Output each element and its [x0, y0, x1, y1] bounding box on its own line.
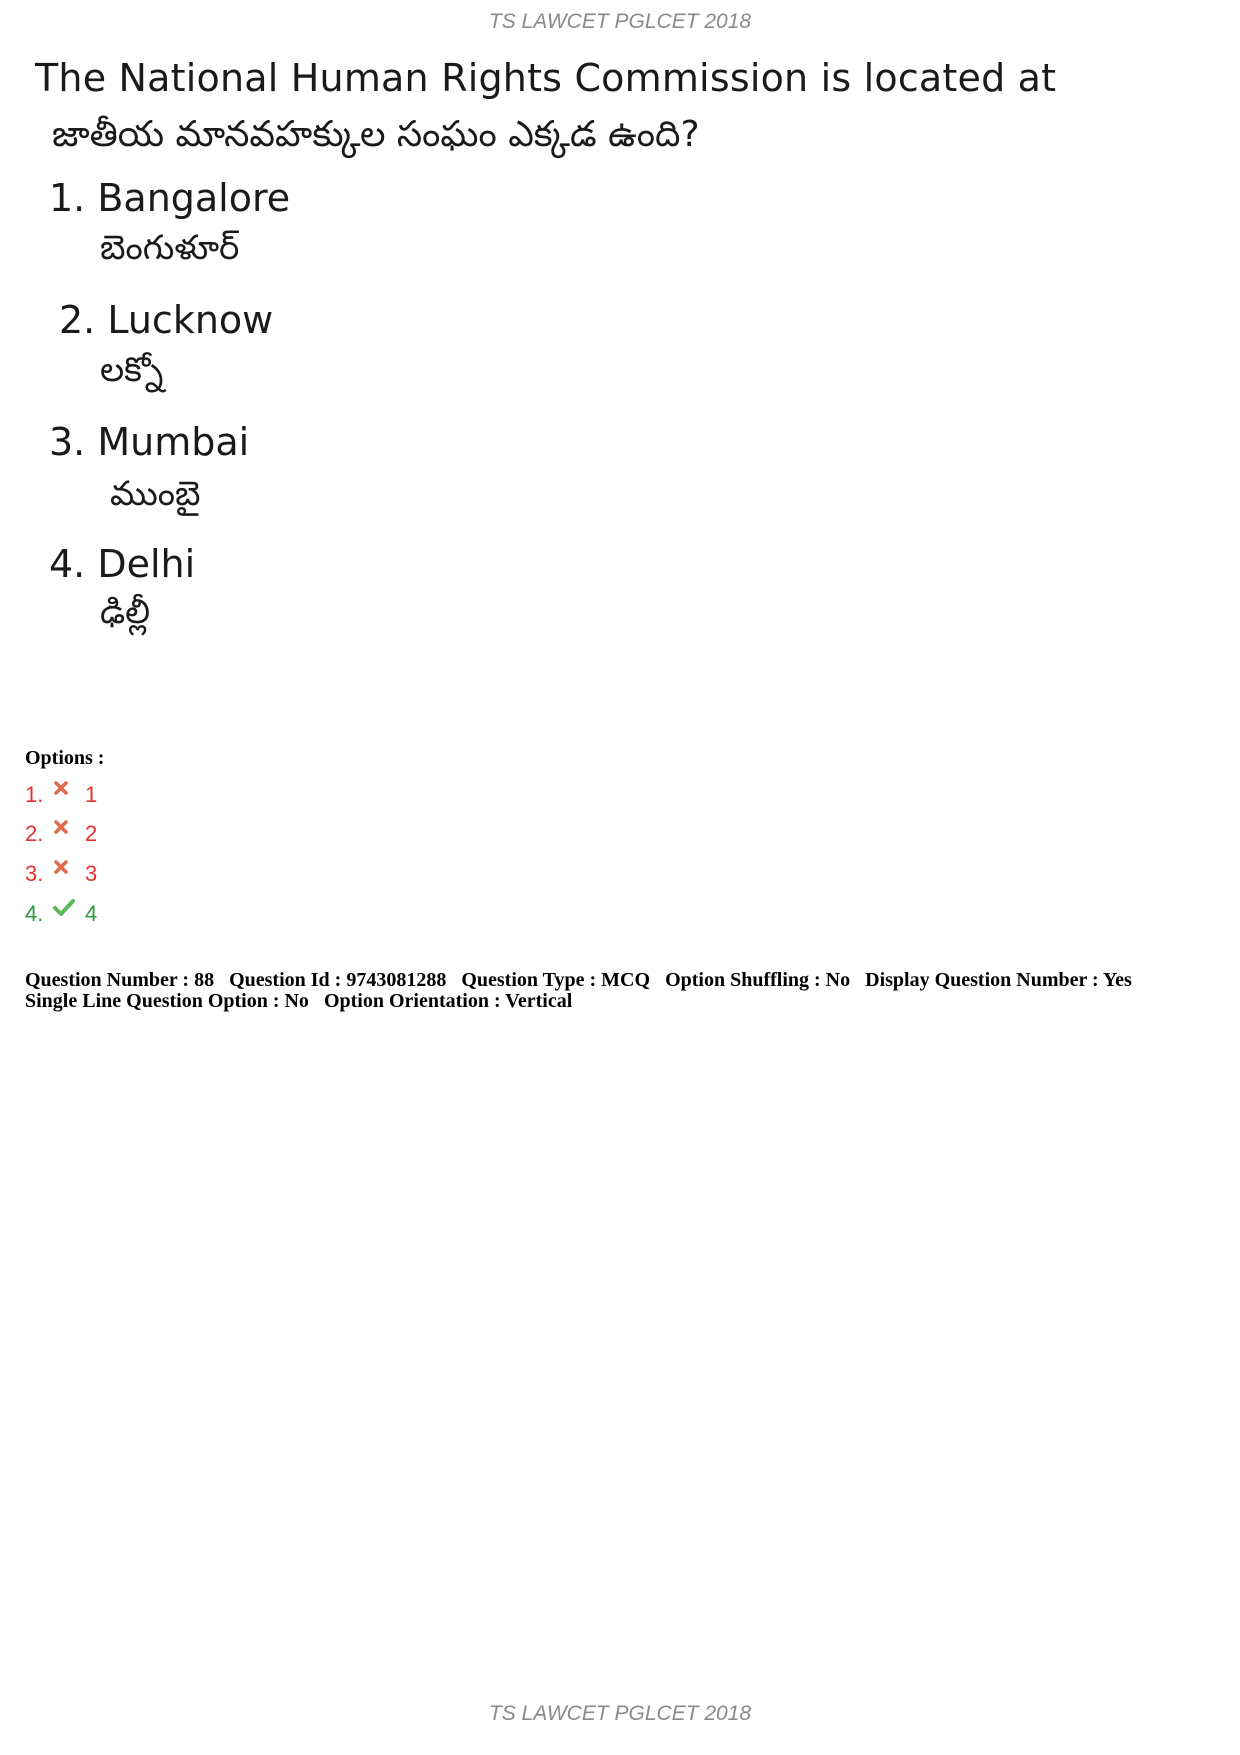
answer-option-value: 2	[85, 821, 98, 846]
answer-option-number: 3.	[25, 861, 44, 886]
question-id: Question Id : 9743081288	[229, 969, 447, 991]
question-number: Question Number : 88	[25, 969, 215, 991]
choice-4-telugu: ఢిల్లీ	[100, 592, 151, 632]
question-text-english: The National Human Rights Commission is located at	[35, 56, 1057, 100]
choice-2-english: 2. Lucknow	[59, 298, 274, 342]
metadata-line-1	[25, 970, 1225, 991]
answer-option-value: 4	[85, 901, 98, 926]
option-orientation: Option Orientation : Vertical	[323, 990, 573, 1012]
answer-option-value: 3	[85, 861, 98, 886]
options-heading: Options :	[25, 747, 105, 769]
answer-option-number: 1.	[25, 782, 44, 807]
question-image	[22, 48, 1057, 728]
choice-1-english: 1. Bangalore	[49, 176, 291, 220]
answer-option-3	[25, 859, 97, 889]
answer-option-1	[25, 780, 97, 810]
cross-icon	[53, 780, 83, 810]
cross-icon	[53, 859, 83, 889]
choice-2-telugu: లక్నో	[100, 350, 164, 390]
question-text-telugu: జాతీయ మానవహక్కుల సంఘం ఎక్కడ ఉంది?	[52, 114, 700, 155]
display-question-number: Display Question Number : Yes	[865, 969, 1132, 991]
answer-option-4	[25, 899, 97, 929]
check-icon	[53, 899, 83, 929]
metadata-line-2	[25, 991, 1225, 1012]
answer-option-2	[25, 819, 97, 849]
page-footer: TS LAWCET PGLCET 2018	[488, 1702, 752, 1725]
single-line-question-option: Single Line Question Option : No	[25, 990, 309, 1012]
choice-3-english: 3. Mumbai	[49, 420, 250, 464]
cross-icon	[53, 819, 83, 849]
choice-4-english: 4. Delhi	[49, 542, 196, 586]
choice-3-telugu: ముంబై	[110, 474, 201, 514]
option-shuffling: Option Shuffling : No	[665, 969, 851, 991]
choice-1-telugu: బెంగుళూర్	[100, 228, 240, 268]
answer-option-value: 1	[85, 782, 98, 807]
page-header: TS LAWCET PGLCET 2018	[488, 10, 752, 33]
answer-option-number: 4.	[25, 901, 44, 926]
question-type: Question Type : MCQ	[461, 969, 651, 991]
answer-option-number: 2.	[25, 821, 44, 846]
question-metadata	[25, 970, 1225, 1012]
